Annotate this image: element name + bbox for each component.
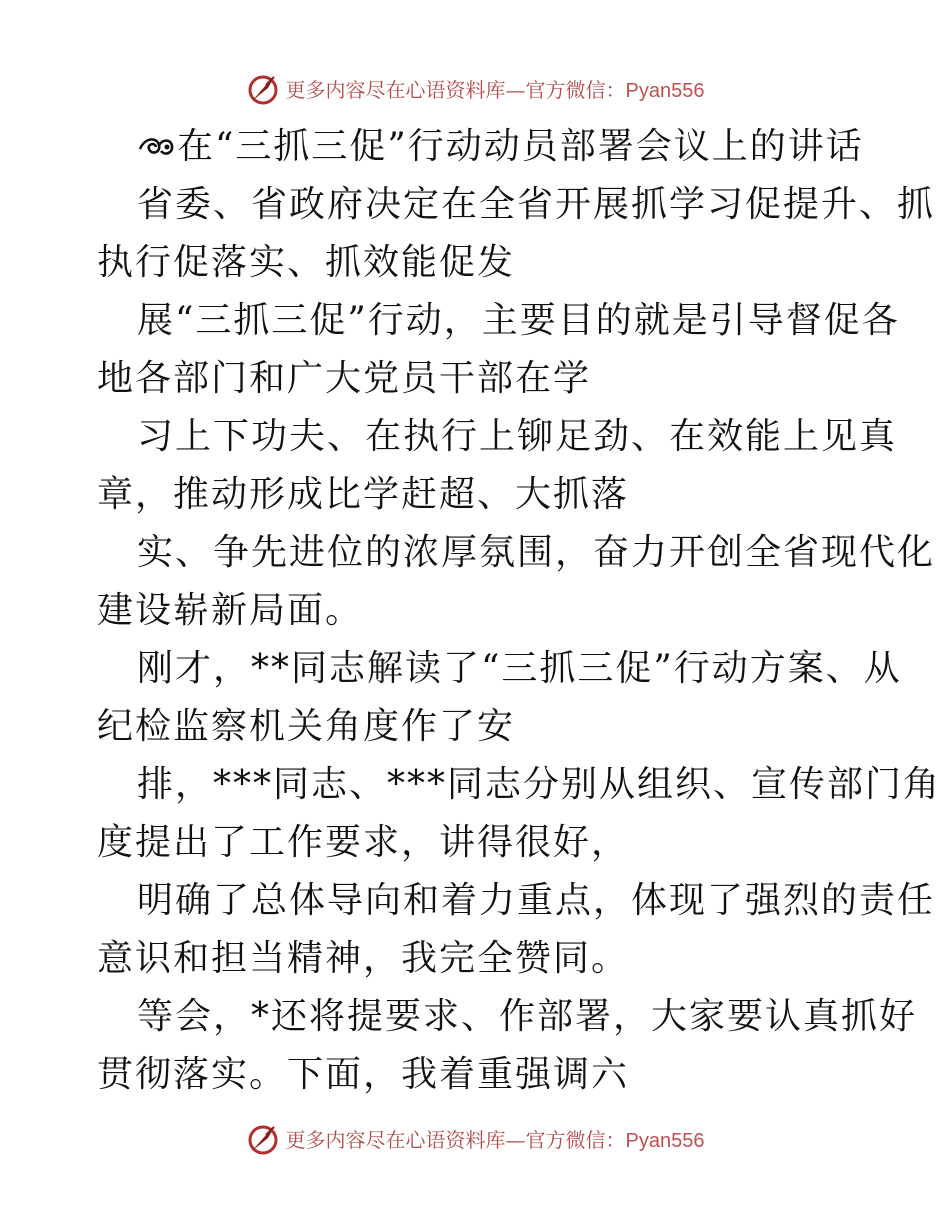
paragraph-line: 排，***同志、***同志分别从组织、宣传部门角 <box>137 764 942 805</box>
paragraph-line: 纪检监察机关角度作了安 <box>97 706 516 747</box>
paragraph-line: 建设崭新局面。 <box>97 590 364 631</box>
paragraph-line: 明确了总体导向和着力重点，体现了强烈的责任 <box>137 880 936 921</box>
document-title: 在“三抓三促”行动动员部署会议上的讲话 <box>0 118 950 176</box>
quill-circle-logo-icon <box>246 73 280 107</box>
paragraph-line: 等会，*还将提要求、作部署，大家要认真抓好 <box>137 996 918 1037</box>
watermark-text: 更多内容尽在心语资料库—官方微信：Pyan556 <box>285 1127 705 1152</box>
watermark-text: 更多内容尽在心语资料库—官方微信：Pyan556 <box>285 77 705 102</box>
header-watermark <box>0 72 950 108</box>
paragraph-line: 贯彻落实。下面，我着重强调六 <box>97 1054 630 1095</box>
paragraph-line: 省委、省政府决定在全省开展抓学习促提升、抓 <box>137 184 936 225</box>
paragraph-line: 章，推动形成比学赶超、大抓落 <box>97 474 630 515</box>
paragraph-line: 展“三抓三促”行动，主要目的就是引导督促各 <box>137 300 900 341</box>
paragraph-line: 度提出了工作要求，讲得很好， <box>97 822 630 863</box>
fleuron-ornament-icon <box>137 131 175 161</box>
paragraph-line: 意识和担当精神，我完全赞同。 <box>97 938 630 979</box>
footer-watermark <box>0 1122 950 1158</box>
paragraph-line: 执行促落实、抓效能促发 <box>97 242 516 283</box>
paragraph-line: 习上下功夫、在执行上铆足劲、在效能上见真 <box>137 416 898 457</box>
paragraph-line: 刚才，**同志解读了“三抓三促”行动方案、从 <box>137 648 902 689</box>
paragraph-line: 实、争先进位的浓厚氛围，奋力开创全省现代化 <box>137 532 936 573</box>
paragraph-line: 地各部门和广大党员干部在学 <box>97 358 592 399</box>
quill-circle-logo-icon <box>246 1123 280 1157</box>
